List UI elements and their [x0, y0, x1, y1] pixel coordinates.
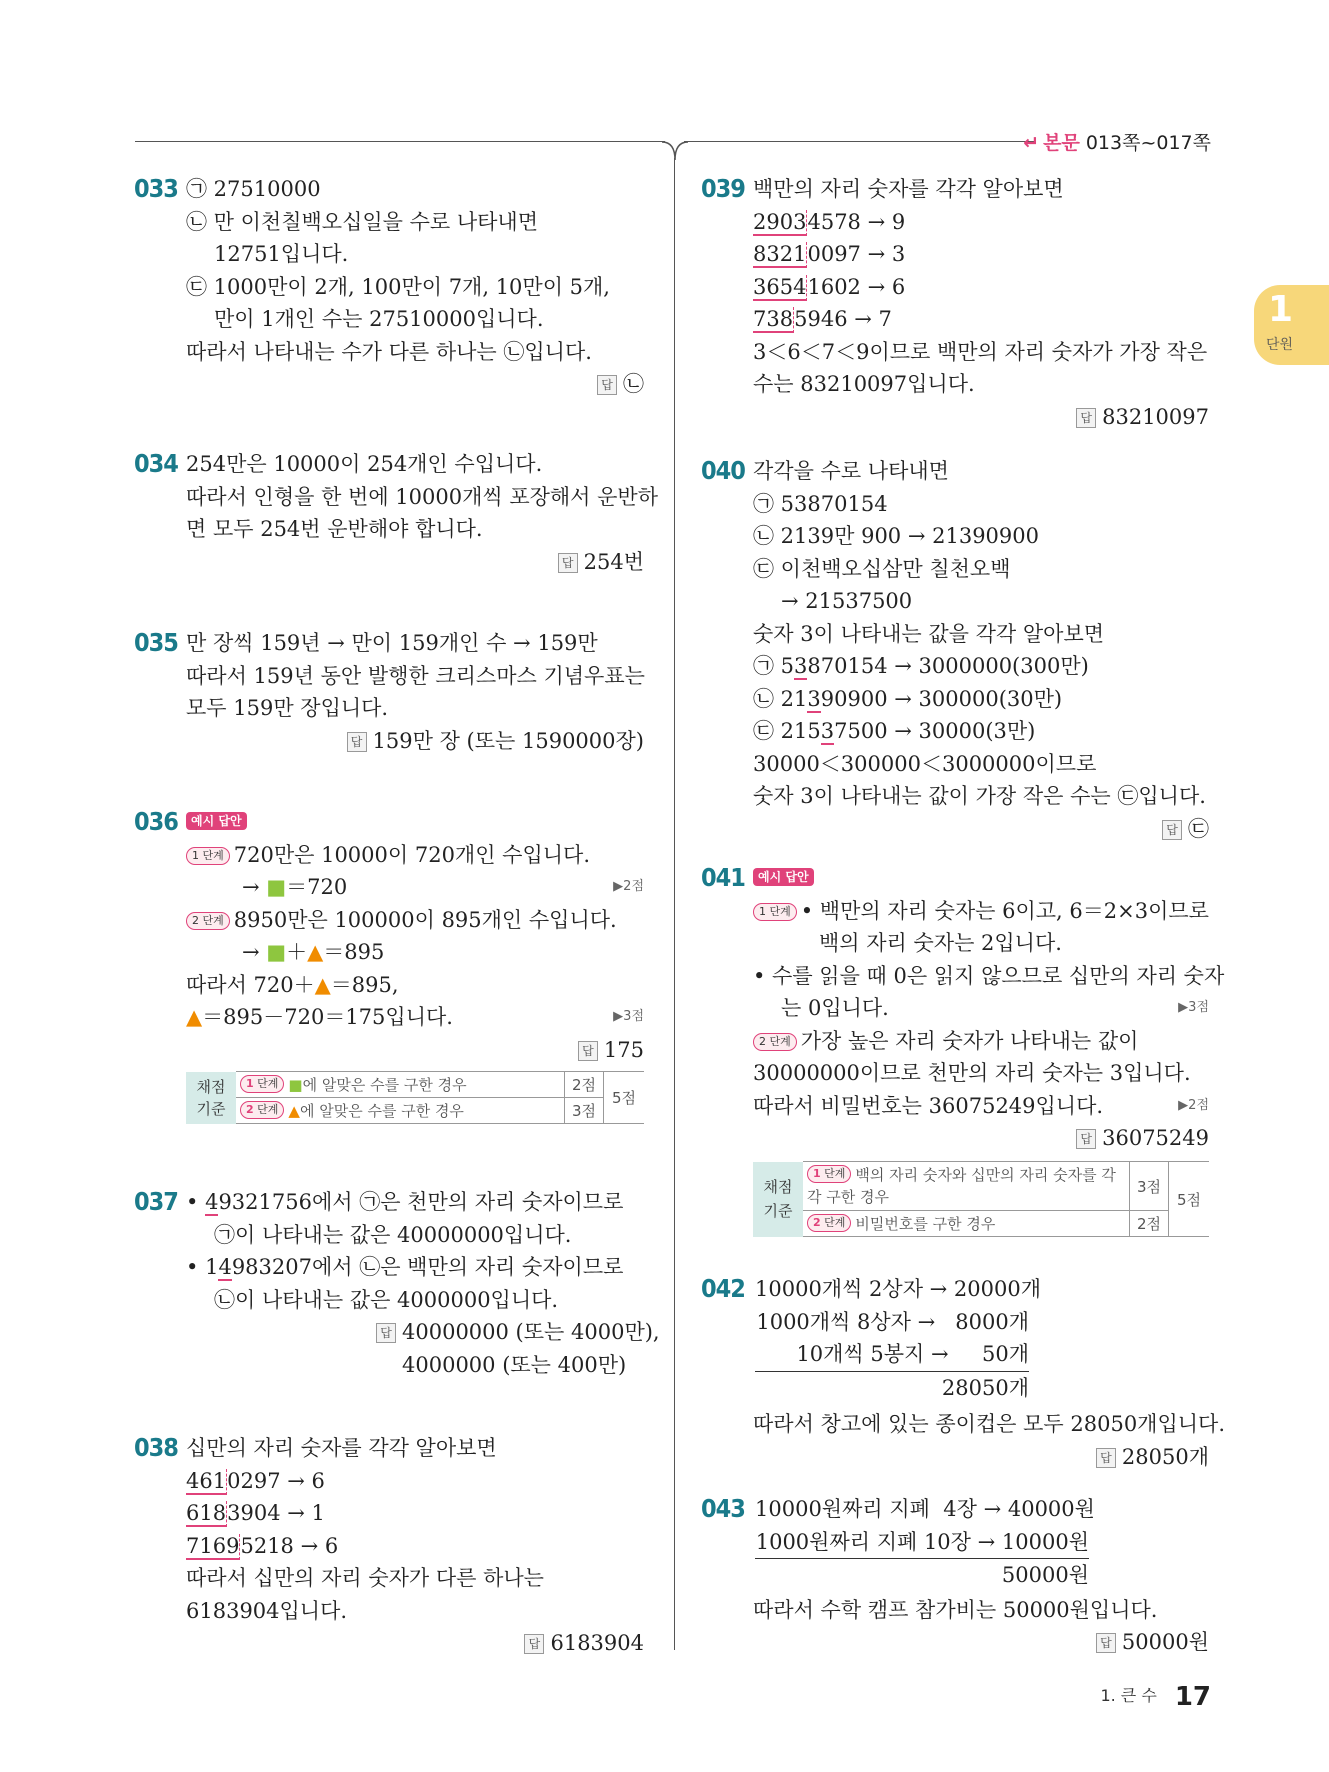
solution-line: • 수를 읽을 때 0은 읽지 않으므로 십만의 자리 숫자: [753, 963, 1225, 988]
problem-043: [701, 1493, 1209, 1659]
header-reference: [1023, 128, 1211, 155]
solution-line: 5218 → 6: [240, 1533, 339, 1558]
problem-number: 037: [134, 1187, 178, 1216]
answer: [753, 1626, 1209, 1659]
triangle-icon: ▲: [186, 1005, 203, 1029]
problem-number: 033: [134, 174, 178, 203]
solution-line: 254만은 10000이 254개인 수입니다.: [186, 452, 543, 476]
solution-line: 9321756에서 ㉠은 천만의 자리 숫자이므로: [218, 1190, 624, 1214]
step-1-label: 1 단계: [753, 903, 797, 921]
answer-value: 254번: [583, 549, 644, 574]
calc-line: 10개씩 5봉지 → 50개: [796, 1342, 1029, 1366]
answer: [186, 368, 644, 401]
solution-line: 12751입니다.: [214, 242, 349, 266]
answer-icon: 답: [347, 732, 367, 752]
problem-number: 042: [701, 1274, 745, 1303]
header-rule-right: [684, 141, 1036, 142]
square-icon: ■: [266, 940, 287, 964]
answer: [186, 1316, 660, 1349]
target-digit: 8: [212, 1501, 227, 1525]
answer-value: 40000000 (또는 4000만),: [402, 1320, 660, 1344]
solution-line: 만 장씩 159년 → 만이 159개인 수 → 159만: [186, 631, 598, 655]
answer: [753, 813, 1209, 846]
underlined-digit: 4: [205, 1190, 219, 1214]
bullet: •: [186, 1255, 206, 1279]
solution-line: ＝895－720＝175입니다.: [202, 1005, 453, 1029]
solution-line: 따라서 나타내는 수가 다른 하나는 ㉡입니다.: [186, 339, 592, 364]
rubric-head: 채점 기준: [186, 1072, 236, 1124]
rubric-score: 2점: [565, 1072, 604, 1098]
problem-number: 039: [701, 174, 745, 203]
rubric-item: 비밀번호를 구한 경우: [855, 1215, 996, 1233]
answer: [186, 725, 644, 758]
solution-line: 따라서 비밀번호는 36075249입니다.: [753, 1093, 1104, 1118]
answer-icon: 답: [1076, 1129, 1096, 1149]
answer-value-2: 4000000 (또는 400만): [402, 1352, 627, 1377]
problem-042: [701, 1273, 1226, 1473]
solution-line: ㉠이 나타내는 값은 40000000입니다.: [214, 1222, 572, 1247]
square-icon: ■: [288, 1076, 303, 1094]
solution-line: • 백만의 자리 숫자는 6이고, 6＝2×3이므로: [800, 898, 1209, 923]
underlined-digit: 4: [218, 1255, 232, 1279]
answer: [753, 1122, 1209, 1155]
rubric-item: 에 알맞은 수를 구한 경우: [299, 1102, 464, 1120]
solution-line: 따라서 159년 동안 발행한 크리스마스 기념우표는: [186, 663, 645, 688]
plus-text: ＋: [286, 940, 308, 964]
answer: [186, 546, 644, 579]
target-digit: 3: [793, 209, 807, 234]
solution-line: 0097 → 3: [807, 242, 906, 266]
problem-number: 034: [134, 449, 178, 478]
unit-label: 단원: [1266, 337, 1294, 353]
problem-039: [701, 173, 1209, 433]
calc-line: 10000개씩 2상자 → 20000개: [755, 1277, 1042, 1301]
solution-line: 6183904입니다.: [186, 1598, 348, 1623]
rubric-head: 채점 기준: [753, 1162, 803, 1237]
step-2-label: 2 단계: [753, 1033, 797, 1051]
example-answer-badge: 예시 답안: [186, 812, 247, 830]
solution-line: 30000＜300000＜3000000이므로: [753, 751, 1097, 776]
target-digit: 3: [807, 686, 821, 711]
solution-line: 따라서 수학 캠프 참가비는 50000원입니다.: [753, 1597, 1158, 1622]
solution-line: 4578 → 9: [807, 209, 906, 234]
digits: ㉡ 21: [753, 686, 808, 711]
page-footer: [1100, 1682, 1211, 1712]
points: ▶2점: [1178, 1097, 1209, 1113]
solution-line: 모두 159만 장입니다.: [186, 696, 389, 720]
step-1-label: 1 단계: [186, 847, 230, 865]
rubric-total: 5점: [1169, 1162, 1210, 1237]
answer-icon: 답: [1096, 1448, 1116, 1468]
solution-line: ＝895,: [330, 972, 399, 997]
digits: 73: [753, 307, 780, 331]
solution-line: ㉠ 27510000: [186, 177, 321, 201]
answer-value: 36075249: [1102, 1126, 1209, 1150]
problem-034: [134, 448, 659, 578]
problem-number: 040: [701, 456, 745, 485]
solution-line: 따라서 인형을 한 번에 10000개씩 포장해서 운반하: [186, 484, 659, 509]
problem-035: [134, 627, 645, 757]
unit-tab: [1254, 285, 1329, 365]
solution-line: 십만의 자리 숫자를 각각 알아보면: [186, 1436, 497, 1460]
answer-value: ㉡: [623, 372, 644, 396]
answer-value: 159만 장 (또는 1590000장): [372, 728, 644, 753]
rubric-item: 백의 자리 숫자와 십만의 자리 숫자를 각각 구한 경우: [807, 1166, 1116, 1206]
problem-040: [701, 455, 1209, 845]
solution-line: 983207에서 ㉡은 백만의 자리 숫자이므로: [231, 1255, 624, 1279]
header-bonmun: 본문: [1043, 132, 1080, 154]
solution-line: 따라서 720＋: [186, 972, 315, 997]
header-page-range: 013쪽~017쪽: [1085, 132, 1211, 154]
answer-icon: 답: [1162, 820, 1182, 840]
solution-line: 만이 1개인 수는 27510000입니다.: [214, 307, 544, 331]
problem-number: 035: [134, 628, 178, 657]
solution-line: 3＜6＜7＜9이므로 백만의 자리 숫자가 가장 작은: [753, 339, 1208, 364]
answer-icon: 답: [578, 1041, 598, 1061]
solution-line: 따라서 십만의 자리 숫자가 다른 하나는: [186, 1566, 544, 1590]
example-answer-badge: 예시 답안: [753, 868, 814, 886]
digits: ㉠ 5: [753, 654, 795, 678]
answer-value: 50000원: [1121, 1630, 1209, 1654]
solution-line: 8950만은 100000이 895개인 수입니다.: [233, 907, 617, 932]
solution-line: 5946 → 7: [794, 307, 892, 331]
calc-line: 1000원짜리 지폐 10장 → 10000원: [755, 1529, 1089, 1554]
answer-icon: 답: [524, 1634, 544, 1654]
problem-038: [134, 1432, 644, 1660]
solution-line: 가장 높은 자리 숫자가 나타내는 값이: [800, 1028, 1139, 1053]
answer-value: 6183904: [550, 1631, 644, 1655]
solution-line: 면 모두 254번 운반해야 합니다.: [186, 517, 483, 541]
arrow-text: →: [242, 875, 267, 899]
header-rule-left: [135, 141, 665, 142]
problem-041: [701, 862, 1225, 1155]
solution-line: ㉡ 2139만 900 → 21390900: [753, 524, 1039, 548]
problem-036: [134, 806, 644, 1066]
answer-icon: 답: [597, 375, 617, 395]
solution-line: 870154 → 3000000(300만): [807, 654, 1089, 678]
digits: 716: [186, 1533, 227, 1558]
solution-line: ＝720: [286, 875, 348, 899]
problem-037: [134, 1186, 660, 1381]
calc-line: 10000원짜리 지폐 4장 → 40000원: [755, 1497, 1095, 1521]
problem-number: 036: [134, 807, 178, 836]
solution-line: 백의 자리 숫자는 2입니다.: [819, 931, 1062, 955]
answer-icon: 답: [1076, 408, 1096, 428]
target-digit: 9: [226, 1533, 240, 1558]
solution-line: 7500 → 30000(3만): [834, 719, 1036, 743]
step-2-label: 2 단계: [186, 912, 230, 930]
problem-number: 043: [701, 1494, 745, 1523]
digits: ㉢ 215: [753, 719, 821, 743]
rubric-item: 에 알맞은 수를 구한 경우: [302, 1076, 467, 1094]
rubric-score: 3점: [1130, 1162, 1169, 1211]
solution-line: 3904 → 1: [227, 1501, 325, 1525]
points: ▶3점: [1178, 1000, 1209, 1015]
triangle-icon: ▲: [314, 972, 331, 997]
answer-value: ㉢: [1188, 816, 1209, 841]
target-digit: 1: [793, 242, 807, 266]
rubric-036: 채점 기준 1 단계 ■에 알맞은 수를 구한 경우 2점 5점 2 단계 ▲에 알맞은 수를 구한 경우 3점: [186, 1071, 644, 1124]
solution-line: ㉠ 53870154: [753, 491, 888, 516]
target-digit: 3: [820, 719, 835, 743]
answer-icon: 답: [1096, 1633, 1116, 1653]
answer: [753, 1441, 1209, 1474]
answer: [186, 1627, 644, 1660]
problem-033: [134, 173, 644, 401]
calc-line: 1000개씩 8상자 → 8000개: [756, 1309, 1029, 1334]
answer-icon: 답: [558, 553, 578, 573]
answer-icon: 답: [376, 1323, 396, 1343]
solution-line: → 21537500: [781, 589, 913, 613]
calc-sum: 28050개: [755, 1371, 1029, 1405]
answer-value: 28050개: [1121, 1444, 1209, 1469]
points: ▶2점: [613, 879, 644, 894]
digits: 46: [186, 1468, 213, 1493]
solution-line: 30000000이므로 천만의 자리 숫자는 3입니다.: [753, 1061, 1191, 1085]
triangle-icon: ▲: [307, 940, 324, 964]
solution-line: ＝895: [323, 940, 385, 964]
rubric-total: 5점: [604, 1072, 645, 1124]
solution-line: ㉡ 만 이천칠백오십일을 수로 나타내면: [186, 209, 538, 234]
digits: 365: [753, 274, 794, 299]
answer: [753, 401, 1209, 434]
column-divider: [674, 158, 675, 1650]
digit: 1: [205, 1255, 219, 1279]
header-curve: [662, 141, 688, 161]
digits: 61: [186, 1501, 213, 1525]
solution-line: 숫자 3이 나타내는 값이 가장 작은 수는 ㉢입니다.: [753, 784, 1206, 808]
target-digit: 4: [793, 274, 807, 299]
arrow-text: →: [242, 940, 267, 964]
solution-line: 수는 83210097입니다.: [753, 372, 975, 396]
digits: 290: [753, 209, 794, 234]
unit-number: 1: [1268, 289, 1294, 330]
solution-line: ㉡이 나타내는 값은 4000000입니다.: [214, 1287, 559, 1312]
return-arrow-icon: ↵: [1023, 132, 1040, 154]
square-icon: ■: [266, 875, 287, 899]
problem-number: 041: [701, 863, 745, 892]
problem-number: 038: [134, 1433, 178, 1462]
solution-line: 숫자 3이 나타내는 값을 각각 알아보면: [753, 621, 1105, 646]
page-number: 17: [1174, 1682, 1211, 1712]
solution-line: 0297 → 6: [227, 1468, 325, 1493]
target-digit: 3: [794, 654, 808, 678]
answer-value: 83210097: [1102, 404, 1209, 429]
solution-line: ㉢ 1000만이 2개, 100만이 7개, 10만이 5개,: [186, 274, 610, 299]
points: ▶3점: [613, 1009, 644, 1024]
solution-line: ㉢ 이천백오십삼만 칠천오백: [753, 556, 1011, 581]
calc-sum: 50000원: [755, 1558, 1089, 1592]
solution-line: 는 0입니다.: [781, 996, 889, 1020]
answer-value: 175: [603, 1037, 644, 1062]
triangle-icon: ▲: [288, 1102, 300, 1120]
solution-line: 1602 → 6: [807, 274, 906, 299]
rubric-041: 채점 기준 1 단계 백의 자리 숫자와 십만의 자리 숫자를 각각 구한 경우 3점 5점 2 단계 비밀번호를 구한 경우 2점: [753, 1161, 1209, 1237]
solution-line: 백만의 자리 숫자를 각각 알아보면: [753, 177, 1064, 201]
digits: 832: [753, 242, 794, 266]
rubric-score: 3점: [565, 1098, 604, 1124]
target-digit: 1: [212, 1468, 227, 1493]
target-digit: 8: [779, 307, 794, 331]
solution-line: 720만은 10000이 720개인 수입니다.: [233, 842, 590, 867]
chapter-title: 1. 큰 수: [1100, 1686, 1157, 1705]
bullet: •: [186, 1190, 206, 1214]
solution-line: 각각을 수로 나타내면: [753, 459, 949, 483]
rubric-score: 2점: [1130, 1211, 1169, 1237]
solution-line: 90900 → 300000(30만): [820, 686, 1063, 711]
answer: [186, 1034, 644, 1067]
solution-line: 따라서 창고에 있는 종이컵은 모두 28050개입니다.: [753, 1412, 1226, 1436]
